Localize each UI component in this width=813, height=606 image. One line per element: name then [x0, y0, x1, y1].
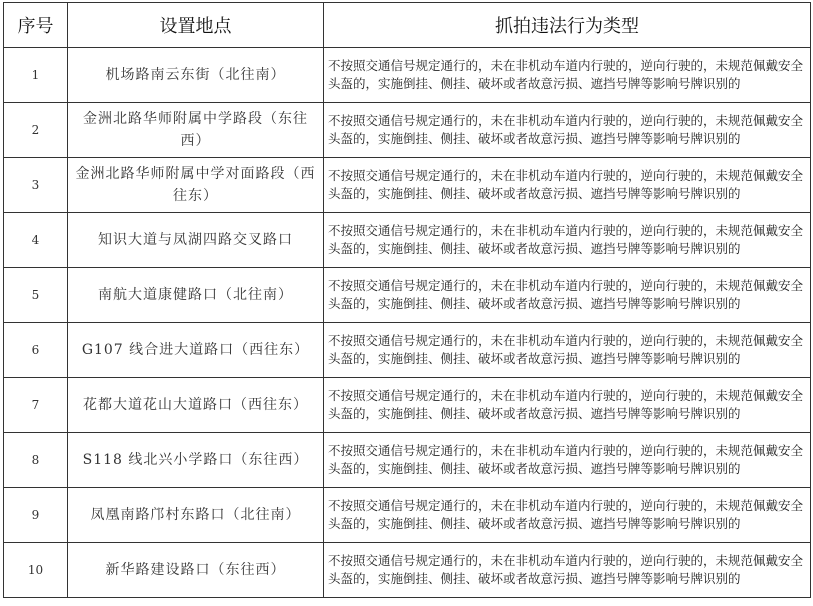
row-location: 凤凰南路邝村东路口（北往南） [68, 488, 324, 543]
row-number: 8 [4, 433, 68, 488]
header-serial-number: 序号 [4, 3, 68, 48]
row-violation: 不按照交通信号规定通行的，未在非机动车道内行驶的，逆向行驶的，未规范佩戴安全头盔的，实施倒挂、侧挂、破坏或者故意污损、遮挡号牌等影响号牌识别的 [324, 433, 811, 488]
row-violation: 不按照交通信号规定通行的，未在非机动车道内行驶的，逆向行驶的，未规范佩戴安全头盔的，实施倒挂、侧挂、破坏或者故意污损、遮挡号牌等影响号牌识别的 [324, 488, 811, 543]
row-number: 10 [4, 543, 68, 598]
row-location: 南航大道康健路口（北往南） [68, 268, 324, 323]
row-violation: 不按照交通信号规定通行的，未在非机动车道内行驶的，逆向行驶的，未规范佩戴安全头盔的，实施倒挂、侧挂、破坏或者故意污损、遮挡号牌等影响号牌识别的 [324, 268, 811, 323]
table-row [4, 488, 811, 543]
row-violation: 不按照交通信号规定通行的，未在非机动车道内行驶的，逆向行驶的，未规范佩戴安全头盔的，实施倒挂、侧挂、破坏或者故意污损、遮挡号牌等影响号牌识别的 [324, 378, 811, 433]
table-row [4, 48, 811, 103]
row-violation: 不按照交通信号规定通行的，未在非机动车道内行驶的，逆向行驶的，未规范佩戴安全头盔的，实施倒挂、侧挂、破坏或者故意污损、遮挡号牌等影响号牌识别的 [324, 48, 811, 103]
table-row [4, 543, 811, 598]
row-location: 知识大道与凤湖四路交叉路口 [68, 213, 324, 268]
row-violation: 不按照交通信号规定通行的，未在非机动车道内行驶的，逆向行驶的，未规范佩戴安全头盔的，实施倒挂、侧挂、破坏或者故意污损、遮挡号牌等影响号牌识别的 [324, 323, 811, 378]
table-row [4, 378, 811, 433]
row-location: 花都大道花山大道路口（西往东） [68, 378, 324, 433]
table-row [4, 213, 811, 268]
row-number: 4 [4, 213, 68, 268]
table-row [4, 433, 811, 488]
table-row [4, 323, 811, 378]
row-location: 金洲北路华师附属中学路段（东往西） [68, 103, 324, 158]
row-location: 金洲北路华师附属中学对面路段（西往东） [68, 158, 324, 213]
row-number: 1 [4, 48, 68, 103]
header-location: 设置地点 [68, 3, 324, 48]
table-header-row [4, 3, 811, 48]
row-violation: 不按照交通信号规定通行的，未在非机动车道内行驶的，逆向行驶的，未规范佩戴安全头盔的，实施倒挂、侧挂、破坏或者故意污损、遮挡号牌等影响号牌识别的 [324, 103, 811, 158]
row-number: 6 [4, 323, 68, 378]
row-location: G107 线合进大道路口（西往东） [68, 323, 324, 378]
camera-locations-table [3, 2, 811, 598]
table-row [4, 268, 811, 323]
row-location: 机场路南云东街（北往南） [68, 48, 324, 103]
row-number: 2 [4, 103, 68, 158]
table-row [4, 103, 811, 158]
row-violation: 不按照交通信号规定通行的，未在非机动车道内行驶的，逆向行驶的，未规范佩戴安全头盔的，实施倒挂、侧挂、破坏或者故意污损、遮挡号牌等影响号牌识别的 [324, 543, 811, 598]
row-violation: 不按照交通信号规定通行的，未在非机动车道内行驶的，逆向行驶的，未规范佩戴安全头盔的，实施倒挂、侧挂、破坏或者故意污损、遮挡号牌等影响号牌识别的 [324, 213, 811, 268]
row-number: 7 [4, 378, 68, 433]
header-violation-type: 抓拍违法行为类型 [324, 3, 811, 48]
table-row [4, 158, 811, 213]
row-number: 9 [4, 488, 68, 543]
row-number: 3 [4, 158, 68, 213]
document-table-wrapper [3, 2, 810, 598]
row-number: 5 [4, 268, 68, 323]
row-location: 新华路建设路口（东往西） [68, 543, 324, 598]
row-violation: 不按照交通信号规定通行的，未在非机动车道内行驶的，逆向行驶的，未规范佩戴安全头盔的，实施倒挂、侧挂、破坏或者故意污损、遮挡号牌等影响号牌识别的 [324, 158, 811, 213]
row-location: S118 线北兴小学路口（东往西） [68, 433, 324, 488]
